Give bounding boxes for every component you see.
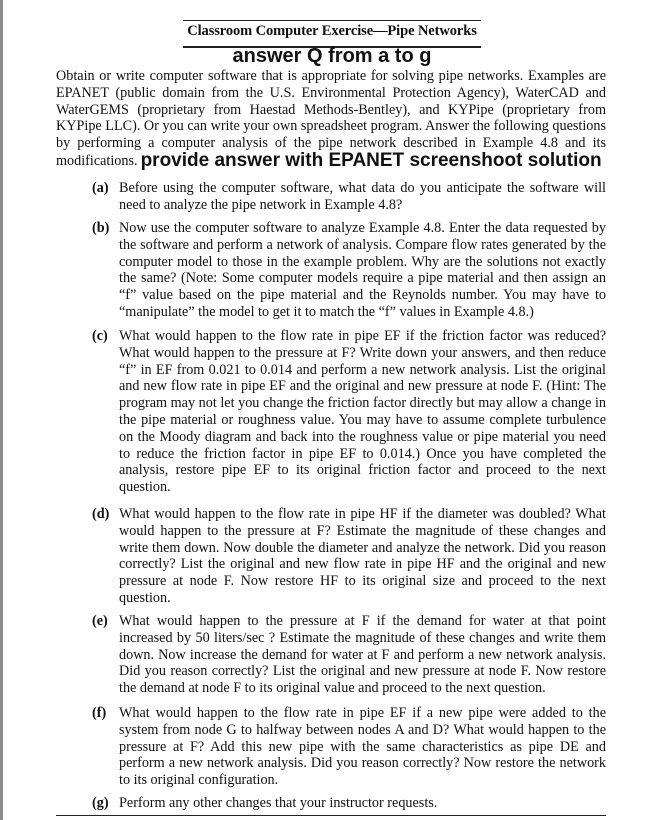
question-label: (e) <box>92 613 108 629</box>
question-c <box>92 328 606 496</box>
question-label: (b) <box>92 220 110 236</box>
question-g <box>92 795 606 812</box>
question-b <box>92 220 606 321</box>
title-rule-top <box>183 20 481 21</box>
bottom-rule <box>56 815 606 816</box>
page-title: Classroom Computer Exercise—Pipe Networks <box>187 23 477 39</box>
question-label: (a) <box>92 180 109 196</box>
question-e <box>92 613 606 697</box>
intro-paragraph <box>56 68 606 170</box>
question-text: What would happen to the flow rate in pipe EF if a new pipe were added to the system from node G to halfway between nodes A and D? What would happen to the pressure at F? Add this new pipe with the same characteristics as pipe DE and perform a new network analysis. Did you reason correctly? Now restore the network to its original configuration. <box>119 705 606 789</box>
question-text: What would happen to the pressure at F if the demand for water at that point increased by 50 liters/sec ? Estimate the magnitude of these changes and write them down. Now increase the demand for water at F and perform a new network analysis. Did you reason correctly? List the original and new pressure at node F. Now restore the demand at node F to its original value and proceed to the next question. <box>119 613 606 697</box>
question-text: What would happen to the flow rate in pipe EF if the friction factor was reduced? What would happen to the pressure at F? Write down your answers, and then reduce “f” in EF from 0.021 to 0.014 and perform a new network analysis. List the original and new flow rate in pipe EF and the original and new pressure at node F. (Hint: The program may not let you change the friction factor directly but may allow a change in the pipe material or roughness value. You may have to assume complete turbulence on the Moody diagram and back into the roughness value or pipe material you need to reduce the friction factor in pipe EF to 0.014.) Once you have completed the analysis, restore pipe EF to its original friction factor and proceed to the next question. <box>119 328 606 496</box>
question-label: (f) <box>92 705 107 721</box>
intro-text: Obtain or write computer software that is appropriate for solving pipe networks. Examples are EPANET (public domain from the U.S. Environmental Protection Agency), WaterCAD and WaterGEMS (proprietary from Haestad Methods-Bentley), and KYPipe (proprietary from KYPipe LLC). Or you can write your own spreadsheet program. Answer the following questions by performing a computer analysis of the pipe network described in Example 4.8 and its modifications. <box>56 68 606 169</box>
question-text: What would happen to the flow rate in pipe HF if the diameter was doubled? What would happen to the pressure at F? Estimate the magnitude of these changes and write them down. Now double the diameter and analyze the network. Did you reason correctly? List the original and new flow rate in pipe HF and the original and new pressure at node F. Now restore HF to its original size and proceed to the next question. <box>119 506 606 606</box>
overlay-instruction-answer-range: answer Q from a to g <box>232 45 432 67</box>
question-text: Before using the computer software, what data do you anticipate the software will need to analyze the pipe network in Example 4.8? <box>119 180 606 213</box>
question-label: (d) <box>92 506 110 522</box>
question-f <box>92 705 606 789</box>
question-label: (g) <box>92 795 109 811</box>
question-a <box>92 180 606 214</box>
question-label: (c) <box>92 328 108 344</box>
left-edge-bar <box>0 0 3 820</box>
question-text: Perform any other changes that your instructor requests. <box>119 795 438 811</box>
question-d <box>92 506 606 607</box>
overlay-instruction-epanet: provide answer with EPANET screenshoot solution <box>140 149 602 171</box>
question-text: Now use the computer software to analyze Example 4.8. Enter the data requested by the software and perform a network of analysis. Compare flow rates generated by the computer model to those in the example problem. Why are the solutions not exactly the same? (Note: Some computer models require a pipe material and then assign an “f” value based on the pipe material and the Reynolds number. You may have to “manipulate” the model to get it to match the “f” values in Example 4.8.) <box>119 220 606 320</box>
